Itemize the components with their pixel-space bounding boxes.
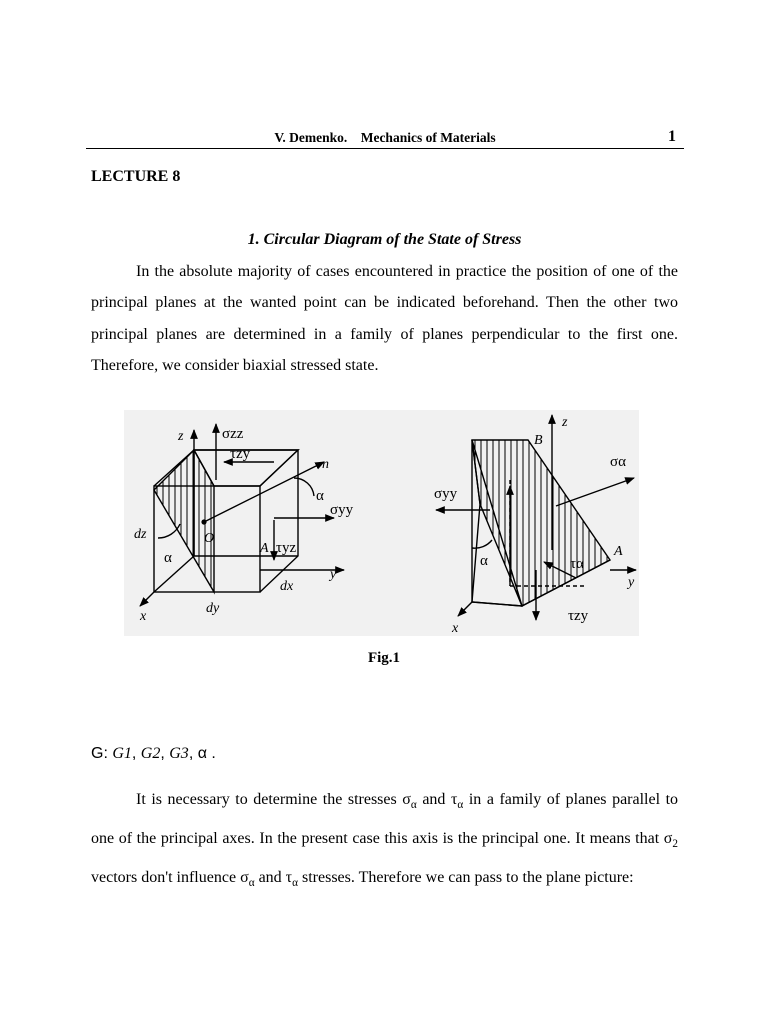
p2-and-2: and (258, 869, 282, 887)
lecture-heading: LECTURE 8 (91, 168, 181, 185)
p2-sub-two: 2 (672, 838, 678, 851)
p2-text-3: vectors don't influence (91, 869, 237, 887)
header-title: V. Demenko. Mechanics of Materials (274, 130, 496, 145)
p2-tau-2: τ (285, 869, 293, 887)
given-g3: G3 (169, 745, 189, 762)
tau-zy-label: τzy (230, 446, 251, 462)
axis-x-label: x (140, 609, 147, 624)
wedge-point-B-label: B (534, 433, 543, 448)
tau-alpha-label: τα (570, 556, 584, 572)
p2-sub-alpha-4: α (292, 877, 298, 890)
given-line: G: G1, G2, G3, α . (91, 745, 216, 762)
p2-sigma: σ (402, 791, 411, 808)
page-header (86, 128, 684, 149)
wedge-alpha-label: α (480, 553, 488, 569)
figure-caption: Fig.1 (367, 650, 401, 666)
given-alpha: α (197, 745, 207, 762)
p2-text-4: stresses. Therefore we can pass to the plane picture: (301, 869, 634, 887)
stress-figure (124, 410, 639, 636)
wedge-axis-x-label: x (452, 621, 459, 636)
point-A-label: A (260, 541, 269, 556)
wedge-sigma-yy-label: σyy (434, 486, 458, 502)
p2-text-1: It is necessary to determine the stresses (136, 791, 397, 808)
point-O (201, 519, 206, 524)
given-g1: G1 (112, 745, 132, 762)
stress-figure-svg (124, 410, 639, 636)
p2-sub-alpha-1: α (410, 799, 417, 812)
sigma-alpha-label: σα (610, 454, 626, 470)
given-g2: G2 (140, 745, 161, 762)
p2-sub-alpha-2: α (457, 799, 464, 812)
given-label: G: (91, 745, 108, 762)
wedge-axis-y-label: y (628, 575, 635, 590)
p2-sub-alpha-3: α (248, 877, 255, 890)
sigma-zz-label: σzz (222, 426, 244, 442)
p2-sigma-3: σ (240, 869, 249, 887)
p2-text-2: in a family of planes parallel to one of the principal axes. In the present case this axis is the principal one. It means that (91, 791, 679, 848)
wedge-point-A-label: A (614, 544, 623, 559)
p2-and-1: and (422, 791, 446, 808)
tau-yz-label: τyz (276, 540, 297, 556)
point-O-label: O (204, 531, 215, 546)
dy-label: dy (206, 601, 220, 616)
normal-n-label: n (322, 457, 329, 472)
wedge-tau-zy-label: τzy (568, 608, 589, 624)
alpha-top-label: α (316, 488, 324, 504)
p2-tau: τ (450, 791, 458, 808)
paragraph-intro: In the absolute majority of cases encountered in practice the position of one of the principal planes at the wanted point can be indicated beforehand. Then the other two principal planes are determined in a family of planes perpendicular to the first one. Therefore, we consider biaxial stressed state. (91, 263, 678, 374)
section-title: 1. Circular Diagram of the State of Stress (247, 231, 522, 248)
wedge-axis-z-label: z (562, 415, 568, 430)
sigma-yy-label: σyy (330, 502, 354, 518)
axis-y-label: y (330, 567, 337, 582)
axis-z-label: z (178, 429, 184, 444)
alpha-left-label: α (164, 550, 172, 566)
p2-sigma-2: σ (663, 830, 673, 848)
paragraph-task (91, 783, 678, 901)
dz-label: dz (134, 527, 147, 542)
dx-label: dx (280, 579, 294, 594)
page-number: 1 (668, 128, 676, 145)
